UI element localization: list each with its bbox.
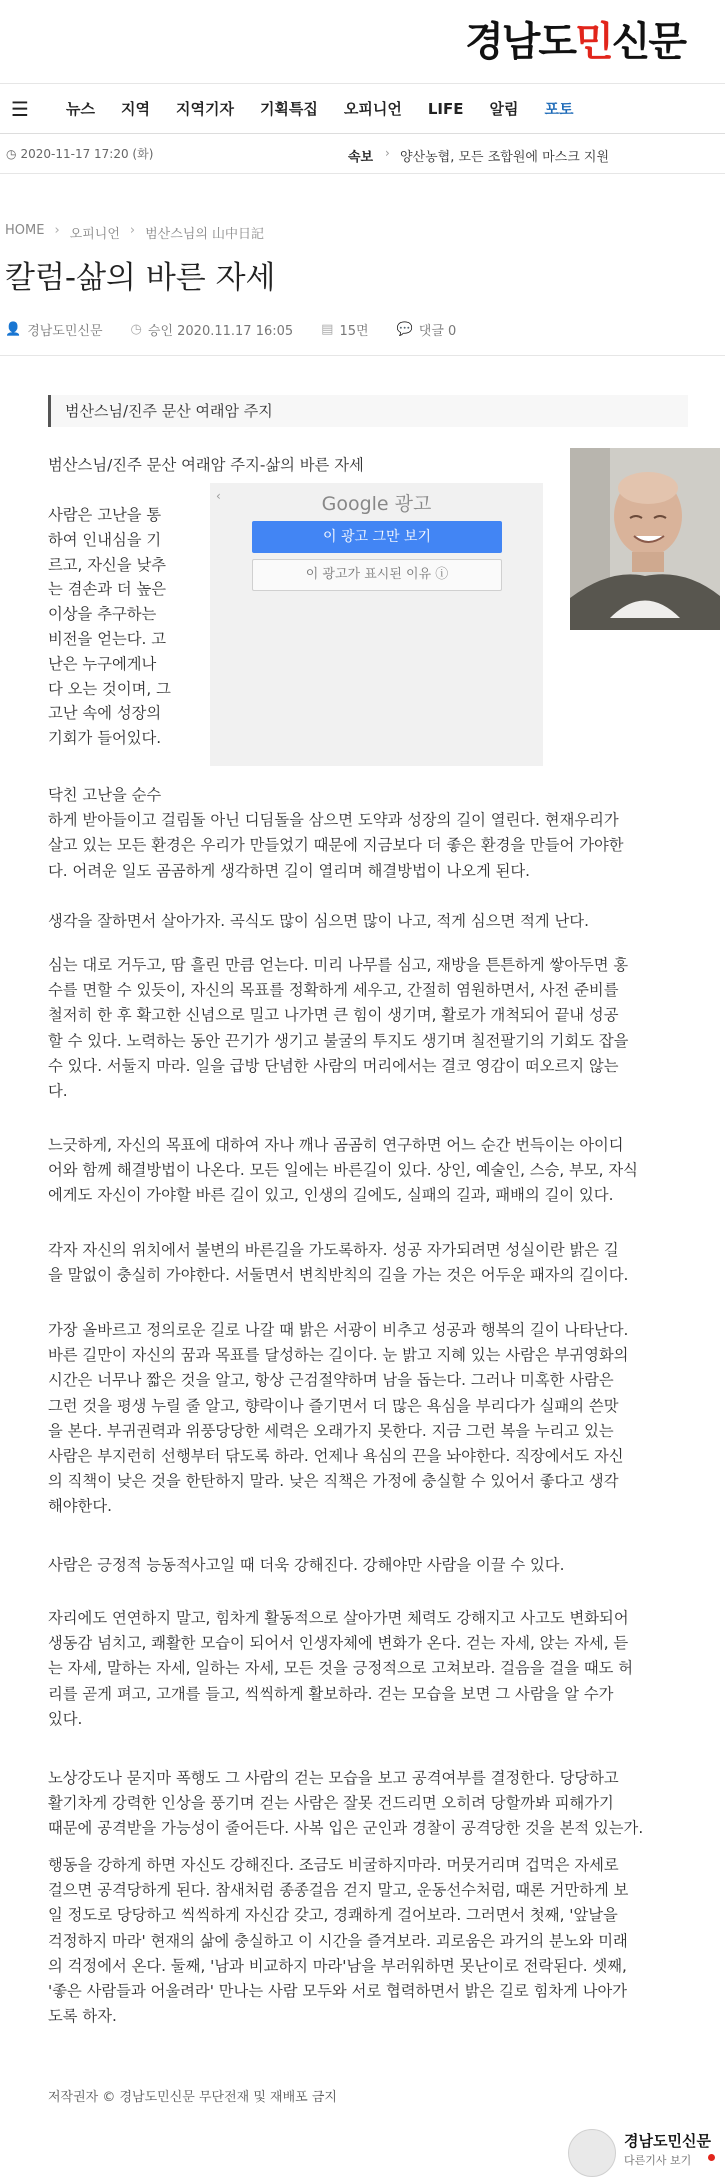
article-paragraph-6: 가장 올바르고 정의로운 길로 나갈 때 밝은 서광이 비추고 성공과 행복의 길이 나타난다. 바른 길만이 자신의 꿈과 목표를 달성하는 길이다. 눈 밝고 지혜 있는 사람은 부귀영화의 시간은 너무나 짧은 것을 알고, 항상 근검절약하며 남을 돕는다. 그러나 미혹한 사람은 그런 것을 평생 누릴 줄 알고, 향락이나 즐기면서 더 많은 욕심을 부리다가 실패의 쓴맛 을 본다. 부귀권력과 위풍당당한 세력은 오래가지 못한다. 지금 그런 복을 누리고 있는 사람은 부지런히 선행부터 닦도록 하라. 언제나 욕심의 끈을 놔야한다. 직장에서도 자신 의 직책이 낮은 것을 한탄하지 말라. 낮은 직책은 가정에 충실할 수 있어서 좋다고 생각 해야한다. (48, 1321, 629, 1516)
notification-dot (708, 2154, 715, 2161)
article-paragraph-3: 심는 대로 거두고, 땀 흘린 만큼 얻는다. 미리 나무를 심고, 재방을 튼튼하게 쌓아두면 홍 수를 면할 수 있듯이, 자신의 목표를 정확하게 세우고, 간절히 염원하면서, 사전 준비를 철저히 한 후 확고한 신념으로 밀고 나가면 큰 힘이 생기며, 활로가 개척되어 끝내 성공 할 수 있다. 노력하는 동안 끈기가 생기고 불굴의 투지도 생기며 칠전팔기의 기회도 잡을 수 있다. 서둘지 마라. 일을 급방 단념한 사람의 머리에서는 결코 영감이 떠오르지 않는 다. (48, 956, 629, 1101)
back-arrow-icon[interactable]: ‹ (216, 489, 221, 503)
chevron-right-icon: › (129, 223, 136, 238)
chevron-right-icon: › (54, 223, 60, 238)
article-subtitle: 범산스님/진주 문산 여래암 주지 (48, 395, 688, 427)
meta-author: 👤 경남도민신문 (5, 322, 103, 339)
reporter-box[interactable] (560, 2126, 725, 2181)
breadcrumb-section[interactable]: 범산스님의 山中日記 (145, 227, 265, 242)
chevron-right-icon: › (385, 146, 390, 160)
nav-item-news[interactable]: 뉴스 (66, 100, 95, 118)
divider (0, 355, 725, 356)
nav-item-feature[interactable]: 기획특집 (259, 100, 318, 118)
page-icon: ▤ (321, 322, 334, 337)
article-paragraph-8: 자리에도 연연하지 말고, 힘차게 활동적으로 살아가면 체력도 강해지고 사고도 변화되어 생동감 넘치고, 쾌활한 모습이 되어서 인생자체에 변화가 온다. 걷는 자세, 앉는 자세, 듣 는 자세, 말하는 자세, 일하는 자세, 모든 것을 긍정적으로 고쳐보라. 걸음을 걸을 때도 허 리를 곧게 펴고, 고개를 들고, 씩씩하게 활보하라. 걷는 모습을 보면 그 사람을 알 수가 있다. (48, 1609, 634, 1728)
logo-bar (0, 0, 725, 84)
nav-item-region-reporter[interactable]: 지역기자 (175, 100, 234, 118)
logo-part: 신문 (611, 19, 685, 65)
breaking-label: 속보 (348, 150, 374, 165)
article-paragraph-2: 생각을 잘하면서 살아가자. 곡식도 많이 심으면 많이 나고, 적게 심으면 적게 난다. (48, 912, 589, 930)
reporter-name: 경남도민신문 (624, 2132, 711, 2150)
author-portrait (570, 448, 720, 630)
article-paragraph-10: 행동을 강하게 하면 자신도 강해진다. 조금도 비굴하지마라. 머뭇거리며 겁먹은 자세로 걸으면 공격당하게 된다. 참새처럼 종종걸음 걷지 말고, 운동선수처럼, 때론 거만하게 보 일 정도로 당당하고 씩씩하게 자신감 갖고, 경쾌하게 걸어보라. 그러면서 첫째, '앞날을 걱정하지 마라' 현재의 삶에 충실하고 이 시간을 즐겨보라. 괴로움은 과거의 분노와 미래 의 걱정에서 온다. 둘째, '남과 비교하지 마라'남을 부러워하면 못난이로 전락된다. 셋째, '좋은 사람들과 어울려라' 만나는 사람 모두와 서로 협력하면서 밝은 길로 힘차게 나아가 도록 하자. (48, 1856, 629, 2026)
breadcrumb (5, 223, 264, 242)
logo-part: 경남도 (465, 19, 576, 65)
clock-icon: ◷ (130, 322, 142, 337)
nav-item-life[interactable]: LIFE (427, 99, 464, 118)
article-paragraph-1: 닥친 고난을 순수 하게 받아들이고 걸림돌 아닌 디딤돌을 삼으면 도약과 성장의 길이 열린다. 현재우리가 살고 있는 모든 환경은 우리가 만들었기 때문에 지금보다 더 좋은 환경을 만들어 가야한 다. 어려운 일도 곰곰하게 생각하면 길이 열리며 해결방법이 나오게 된다. (48, 786, 624, 880)
article-paragraph-7: 사람은 긍정적 능동적사고일 때 더욱 강해진다. 강해야만 사람을 이끌 수 있다. (48, 1556, 565, 1574)
main-nav (0, 84, 725, 134)
copyright-notice: 저작권자 © 경남도민신문 무단전재 및 재배포 금지 (48, 2090, 337, 2105)
article-paragraph-4: 느긋하게, 자신의 목표에 대하여 자나 깨나 곰곰히 연구하면 어느 순간 번득이는 아이디 어와 함께 해결방법이 나온다. 모든 일에는 바른길이 있다. 상인, 예술인, 스승, 부모, 자식 에게도 자신이 가야할 바른 길이 있고, 인생의 길에도, 실패의 길과, 패배의 길이 있다. (48, 1136, 638, 1205)
breadcrumb-opinion[interactable]: 오피니언 (69, 227, 120, 242)
breadcrumb-home[interactable]: HOME (5, 223, 45, 238)
meta-comments[interactable]: 💬 댓글 0 (396, 322, 457, 339)
intro-column: 사람은 고난을 통 하여 인내심을 기 르고, 자신을 낮추 는 겸손과 더 높은 이상을 추구하는 비전을 얻는다. 고 난은 누구에게나 다 오는 것이며, 그 고난 속에 성장의 기회가 들어있다. (48, 506, 171, 748)
article-lead: 범산스님/진주 문산 여래암 주지-삶의 바른 자세 (48, 456, 364, 474)
nav-item-photo[interactable]: 포토 (544, 100, 574, 118)
clock-icon: ◷ (6, 146, 17, 161)
article-paragraph-9: 노상강도나 묻지마 폭행도 그 사람의 걷는 모습을 보고 공격여부를 결정한다. 당당하고 활기차게 강력한 인상을 풍기며 걷는 사람은 잘못 건드리면 오히려 당할까봐 피해가기 때문에 공격받을 가능성이 줄어든다. 사복 입은 군인과 경찰이 공격당한 것을 본적 있는가. (48, 1769, 644, 1838)
nav-item-region[interactable]: 지역 (120, 100, 150, 118)
author-photo (570, 448, 720, 630)
page-title: 칼럼-삶의 바른 자세 (5, 260, 276, 296)
breaking-news-link[interactable]: 양산농협, 모든 조합원에 마스크 지원 (400, 150, 610, 165)
meta-approved: ◷ 승인 2020.11.17 16:05 (130, 322, 294, 339)
user-icon: 👤 (5, 322, 22, 337)
nav-item-notice[interactable]: 알림 (489, 100, 519, 118)
status-bar (0, 134, 725, 174)
avatar (568, 2129, 616, 2177)
site-logo[interactable] (465, 10, 685, 67)
article-meta (5, 320, 484, 339)
article-paragraph-5: 각자 자신의 위치에서 불변의 바른길을 가도록하자. 성공 자가되려면 성실이란 밝은 길 을 말없이 충실히 가야한다. 서둘면서 변칙반칙의 길을 가는 것은 어두운 패자의 길이다. (48, 1241, 629, 1285)
why-ad-button[interactable]: 이 광고가 표시된 이유 ⓘ (252, 559, 502, 591)
more-articles-link[interactable]: 다른기사 보기 (624, 2154, 692, 2167)
menu-icon[interactable]: ☰ (11, 96, 29, 121)
ad-box (210, 483, 543, 766)
nav-item-opinion[interactable]: 오피니언 (343, 100, 402, 118)
logo-accent: 민 (575, 19, 612, 65)
stop-ad-button[interactable]: 이 광고 그만 보기 (252, 521, 502, 553)
current-datetime: 2020-11-17 17:20 (화) (20, 147, 154, 161)
comment-icon: 💬 (396, 322, 413, 337)
ad-title: Google 광고 (321, 493, 432, 515)
meta-page: ▤ 15면 (321, 322, 369, 339)
